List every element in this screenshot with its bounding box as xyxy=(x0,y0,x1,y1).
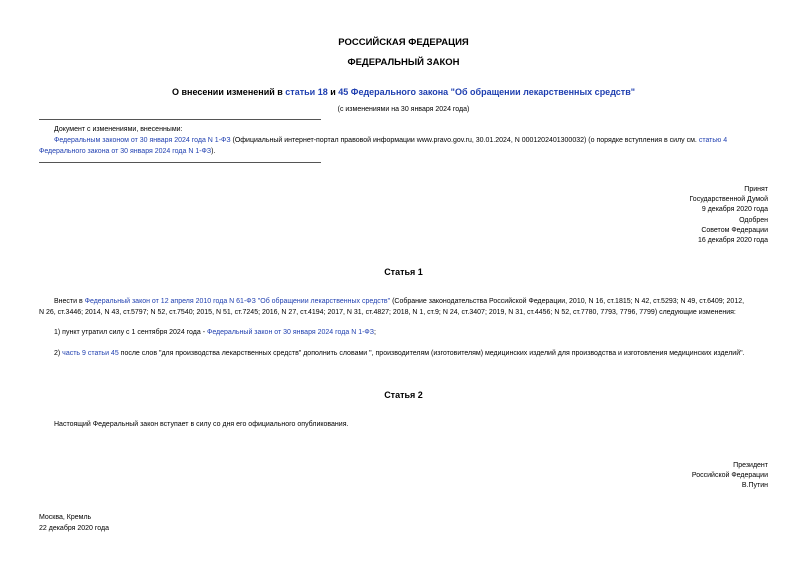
adoption-line: Принят xyxy=(744,186,768,193)
article-1-text-line2: N 26, ст.3446; 2014, N 43, ст.5797; N 52, ст.7540; 2015, N 51, ст.7245; 2016, N 27, ст.4194; 2017, N 31, ст.4827; 2018, N 1, ст.9; N 24, ст.3407; 2019, N 31, ст.4456; N 52, ст.7780, 7793, 7796, 7799) следующие изменения: xyxy=(39,309,736,316)
item-2-text-post: после слов "для производства лекарственных средств" дополнить словами ", производителям (изготовителям) медицинских изделий для производства и изготовления медицинских изделий". xyxy=(118,350,745,357)
title-link-law[interactable]: Федерального закона "Об обращении лекарственных средств" xyxy=(350,87,635,97)
changes-text-2: ). xyxy=(211,148,216,155)
changes-link-law-1fz-2[interactable]: Федерального закона от 30 января 2024 года N 1-ФЗ xyxy=(39,148,212,155)
adoption-line: 9 декабря 2020 года xyxy=(701,206,768,214)
signature-block xyxy=(692,461,768,492)
changes-link-article-4[interactable]: статью 4 xyxy=(698,137,728,144)
changes-link-law-1fz[interactable]: Федеральным законом от 30 января 2024 года N 1-ФЗ xyxy=(54,137,231,144)
article-1-paragraph xyxy=(39,296,774,318)
item-1-link-law-1fz[interactable]: Федеральный закон от 30 января 2024 года N 1-ФЗ xyxy=(207,329,374,336)
signature-line: В.Путин xyxy=(741,482,768,490)
adoption-line: Государственной Думой xyxy=(689,196,768,204)
article-2-paragraph: Настоящий Федеральный закон вступает в силу со дня его официального опубликования. xyxy=(54,421,349,428)
article-1-item-1 xyxy=(54,327,376,338)
signature-line: Российской Федерации xyxy=(691,472,768,480)
adoption-line: Советом Федерации xyxy=(701,226,768,234)
item-1-text: 1) пункт утратил силу с 1 сентября 2024 года - xyxy=(54,329,207,336)
changes-text-1: (Официальный интернет-портал правовой информации www.pravo.gov.ru, 30.01.2024, N 0001202401300032) (о порядке вступления в силу см. xyxy=(230,137,699,144)
place-line: Москва, Кремль xyxy=(39,514,92,521)
document-title xyxy=(0,87,807,97)
divider-bottom xyxy=(39,162,321,163)
changes-text xyxy=(39,135,774,157)
title-prefix: О внесении изменений в xyxy=(172,87,286,97)
article-1-item-2 xyxy=(54,348,774,359)
article-1-text-pre: Внести в xyxy=(54,298,85,305)
item-2-text-pre: 2) xyxy=(54,350,63,357)
divider-top xyxy=(39,119,321,120)
adoption-line: Одобрен xyxy=(739,216,768,224)
article-1-link-law-61fz[interactable]: Федеральный закон от 12 апреля 2010 года N 61-ФЗ "Об обращении лекарственных средств" xyxy=(84,298,391,305)
country-heading: РОССИЙСКАЯ ФЕДЕРАЦИЯ xyxy=(338,37,469,48)
changes-intro: Документ с изменениями, внесенными: xyxy=(54,126,183,133)
article-1-text-post: (Собрание законодательства Российской Федерации, 2010, N 16, ст.1815; N 42, ст.5293; N 49, ст.6409; 2012, xyxy=(390,298,745,305)
title-mid-text: и xyxy=(327,87,339,97)
item-2-link-part-9-article-45[interactable]: часть 9 статьи 45 xyxy=(62,350,119,357)
edition-note: (с изменениями на 30 января 2024 года) xyxy=(337,106,470,113)
signature-line: Президент xyxy=(733,462,768,469)
item-1-end: ; xyxy=(373,329,376,336)
adoption-block xyxy=(689,185,768,246)
title-link-article-45[interactable]: 45 xyxy=(338,87,349,97)
adoption-line: 16 декабря 2020 года xyxy=(697,237,768,245)
place-date-block xyxy=(39,513,109,534)
title-link-article-18[interactable]: статьи 18 xyxy=(285,87,328,97)
date-line: 22 декабря 2020 года xyxy=(39,524,110,532)
article-2-heading: Статья 2 xyxy=(384,390,423,400)
article-1-heading: Статья 1 xyxy=(384,267,423,277)
law-type-heading: ФЕДЕРАЛЬНЫЙ ЗАКОН xyxy=(347,57,460,68)
